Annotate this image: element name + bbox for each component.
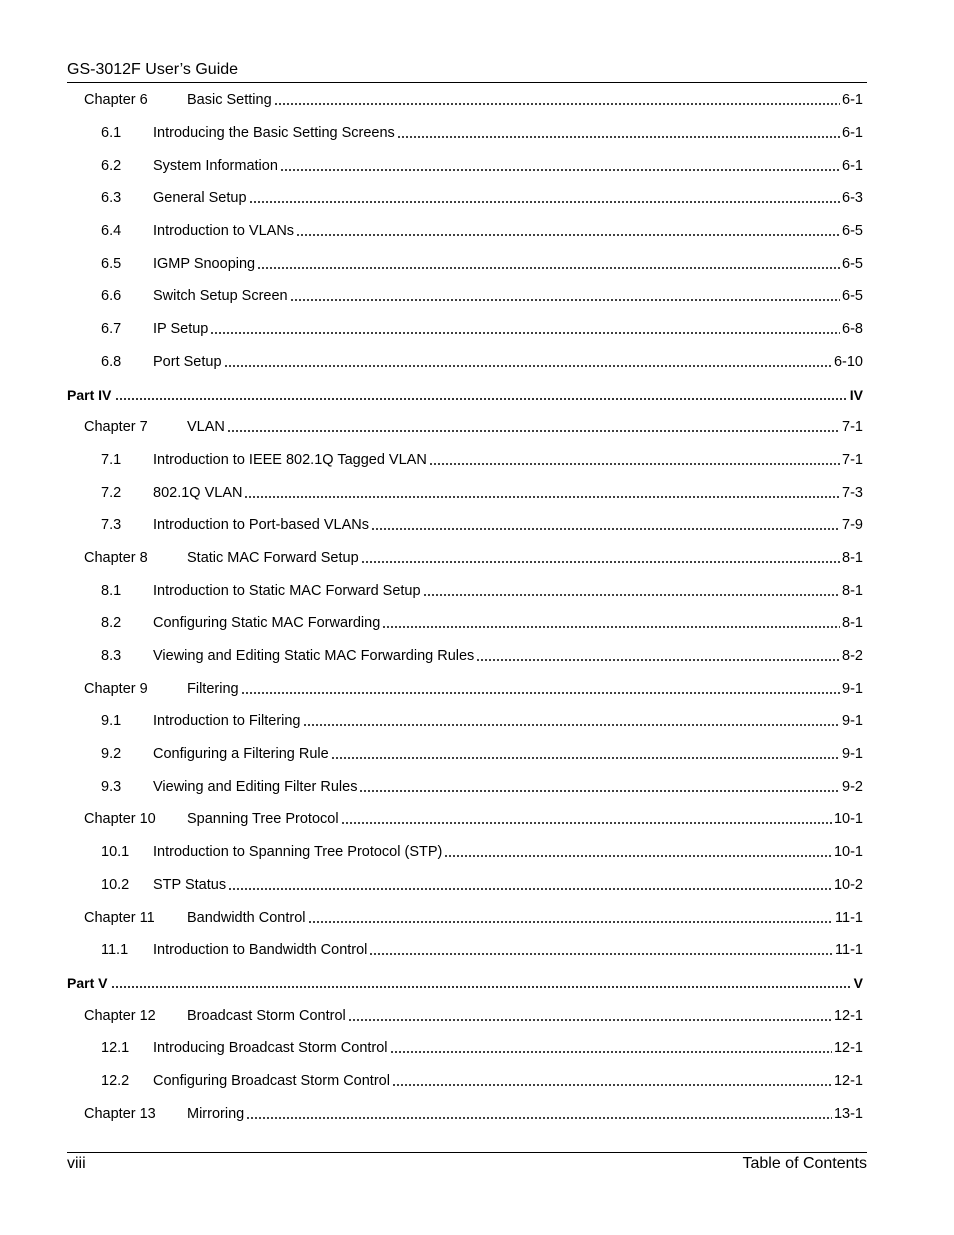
toc-entry-page: 8-1 [842,549,863,566]
toc-entry-section[interactable] [67,117,863,150]
dot-leader [476,659,840,661]
toc-entry-page: 7-1 [842,451,863,468]
toc-entry-page: V [853,974,863,991]
toc-entry-title: IP Setup [153,321,209,338]
toc-entry-title: General Setup [153,190,247,207]
toc-entry-number: 6.6 [101,288,122,305]
toc-entry-number: 9.2 [101,746,122,763]
toc-entry-number: 9.3 [101,778,122,795]
page-number: viii [67,1155,86,1172]
toc-entry-page: IV [849,386,863,403]
dot-leader [257,267,840,269]
toc-entry-chapter[interactable] [67,901,863,934]
toc-entry-title: Broadcast Storm Control [187,1007,346,1024]
toc-entry-page: 9-1 [842,680,863,697]
toc-entry-page: 6-10 [833,353,863,370]
toc-entry-title: Static MAC Forward Setup [187,549,359,566]
toc-entry-page: 9-2 [842,778,863,795]
toc-entry-page: 8-1 [842,615,863,632]
toc-entry-title: Introduction to Static MAC Forward Setup [153,582,421,599]
toc-entry-title: Configuring Static MAC Forwarding [153,615,381,632]
toc-entry-title: Configuring Broadcast Storm Control [153,1072,390,1089]
toc-entry-page: 11-1 [835,909,863,926]
dot-leader [274,103,840,105]
toc-entry-number: Chapter 13 [84,1105,156,1122]
toc-entry-section[interactable] [67,869,863,902]
toc-entry-number: Chapter 8 [84,549,148,566]
toc-entry-number: 11.1 [101,942,129,959]
toc-entry-page: 11-1 [835,942,863,959]
page-footer [67,1152,867,1177]
toc-entry-page: 6-1 [842,125,863,142]
toc-entry-section[interactable] [67,444,863,477]
toc-entry-chapter[interactable] [67,803,863,836]
toc-entry-page: 10-1 [833,811,863,828]
toc-entry-page: 12-1 [833,1072,863,1089]
toc-entry-section[interactable] [67,313,863,346]
toc-entry-section[interactable] [67,770,863,803]
toc-entry-number: 6.8 [101,353,122,370]
toc-entry-part[interactable] [67,378,863,411]
toc-entry-section[interactable] [67,1065,863,1098]
dot-leader [359,790,840,792]
toc-entry-number: 8.2 [101,615,122,632]
dot-leader [331,757,840,759]
toc-entry-number: 7.1 [101,451,122,468]
toc-entry-number: 10.1 [101,844,130,861]
dot-leader [228,888,832,890]
toc-entry-section[interactable] [67,574,863,607]
toc-entry-page: 6-3 [842,190,863,207]
dot-leader [444,855,832,857]
dot-leader [111,986,851,988]
toc-entry-number: 6.7 [101,321,122,338]
toc-entry-number: Chapter 11 [84,909,155,926]
toc-entry-number: 12.1 [101,1040,130,1057]
toc-entry-title: Introducing Broadcast Storm Control [153,1040,388,1057]
table-of-contents [67,84,863,1130]
dot-leader [224,365,832,367]
toc-entry-title: Spanning Tree Protocol [187,811,339,828]
toc-entry-page: 12-1 [833,1040,863,1057]
toc-entry-page: 10-1 [833,844,863,861]
toc-entry-number: Chapter 6 [84,92,148,109]
toc-entry-number: 7.2 [101,484,122,501]
toc-entry-number: 6.2 [101,157,122,174]
page-header [67,60,867,83]
dot-leader [227,430,840,432]
toc-entry-number: 7.3 [101,517,122,534]
toc-entry-title: Introduction to Bandwidth Control [153,942,368,959]
toc-entry-number: 9.1 [101,713,122,730]
toc-entry-page: 7-3 [842,484,863,501]
toc-entry-page: 12-1 [833,1007,863,1024]
toc-entry-number: Chapter 12 [84,1007,156,1024]
toc-entry-section[interactable] [67,836,863,869]
toc-entry-title: Mirroring [187,1105,245,1122]
toc-entry-number: 10.2 [101,876,130,893]
toc-entry-title: STP Status [153,876,227,893]
toc-entry-section[interactable] [67,607,863,640]
toc-entry-section[interactable] [67,509,863,542]
dot-leader [341,822,832,824]
dot-leader [397,136,840,138]
toc-entry-title: IGMP Snooping [153,255,256,272]
dot-leader [361,561,840,563]
toc-entry-number: 12.2 [101,1072,130,1089]
toc-entry-chapter[interactable] [67,672,863,705]
toc-entry-page: 6-5 [842,223,863,240]
toc-entry-part[interactable] [67,967,863,1000]
toc-entry-page: 6-8 [842,321,863,338]
dot-leader [371,528,840,530]
toc-entry-title: Port Setup [153,353,222,370]
toc-entry-page: 7-9 [842,517,863,534]
toc-entry-title: Part IV [67,386,112,403]
toc-entry-page: 10-2 [833,876,863,893]
dot-leader [348,1019,832,1021]
toc-entry-title: Viewing and Editing Static MAC Forwarding Rules [153,648,475,665]
dot-leader [429,463,840,465]
toc-entry-page: 6-5 [842,255,863,272]
toc-entry-section[interactable] [67,346,863,379]
dot-leader [390,1051,832,1053]
toc-entry-title: VLAN [187,419,225,436]
toc-entry-title: System Information [153,157,278,174]
document-title: GS-3012F User’s Guide [67,61,239,78]
toc-entry-title: Filtering [187,680,239,697]
toc-entry-title: Switch Setup Screen [153,288,288,305]
toc-entry-chapter[interactable] [67,411,863,444]
toc-entry-section[interactable] [67,1032,863,1065]
toc-entry-section[interactable] [67,705,863,738]
toc-entry-page: 13-1 [833,1105,863,1122]
toc-entry-page: 9-1 [842,713,863,730]
toc-entry-title: Introduction to Filtering [153,713,301,730]
dot-leader [246,1117,832,1119]
toc-entry-section[interactable] [67,247,863,280]
toc-entry-page: 7-1 [842,419,863,436]
toc-entry-number: Chapter 10 [84,811,156,828]
toc-entry-section[interactable] [67,476,863,509]
toc-entry-number: Chapter 7 [84,419,148,436]
dot-leader [280,169,840,171]
toc-entry-number: 6.1 [101,125,122,142]
toc-entry-title: Introduction to Spanning Tree Protocol (STP) [153,844,443,861]
toc-entry-number: 8.3 [101,648,122,665]
dot-leader [115,398,847,400]
dot-leader [392,1084,832,1086]
toc-entry-title: Introduction to IEEE 802.1Q Tagged VLAN [153,451,427,468]
toc-entry-chapter[interactable] [67,542,863,575]
footer-section-name: Table of Contents [742,1155,867,1172]
toc-entry-chapter[interactable] [67,84,863,117]
toc-entry-number: 6.5 [101,255,122,272]
toc-entry-number: 8.1 [101,582,122,599]
toc-entry-number: Chapter 9 [84,680,148,697]
dot-leader [296,234,840,236]
toc-entry-page: 8-2 [842,648,863,665]
toc-entry-section[interactable] [67,640,863,673]
toc-entry-title: Configuring a Filtering Rule [153,746,329,763]
toc-entry-number: 6.3 [101,190,122,207]
toc-entry-section[interactable] [67,215,863,248]
toc-entry-section[interactable] [67,182,863,215]
toc-entry-section[interactable] [67,934,863,967]
toc-entry-section[interactable] [67,280,863,313]
toc-entry-page: 9-1 [842,746,863,763]
toc-entry-page: 6-5 [842,288,863,305]
dot-leader [308,921,834,923]
toc-entry-chapter[interactable] [67,1097,863,1130]
dot-leader [423,594,840,596]
toc-entry-title: Introduction to Port-based VLANs [153,517,370,534]
dot-leader [244,496,840,498]
toc-entry-title: 802.1Q VLAN [153,484,243,501]
dot-leader [241,692,840,694]
toc-entry-section[interactable] [67,149,863,182]
toc-entry-page: 8-1 [842,582,863,599]
toc-entry-title: Bandwidth Control [187,909,306,926]
toc-entry-title: Basic Setting [187,92,272,109]
dot-leader [303,724,841,726]
toc-entry-title: Introduction to VLANs [153,223,295,240]
dot-leader [210,332,840,334]
toc-entry-chapter[interactable] [67,999,863,1032]
toc-entry-number: 6.4 [101,223,122,240]
dot-leader [290,299,840,301]
dot-leader [369,953,833,955]
toc-entry-title: Part V [67,974,108,991]
toc-entry-title: Viewing and Editing Filter Rules [153,778,358,795]
toc-entry-title: Introducing the Basic Setting Screens [153,125,395,142]
toc-entry-page: 6-1 [842,157,863,174]
dot-leader [382,626,840,628]
toc-entry-section[interactable] [67,738,863,771]
dot-leader [249,201,841,203]
toc-entry-page: 6-1 [842,92,863,109]
